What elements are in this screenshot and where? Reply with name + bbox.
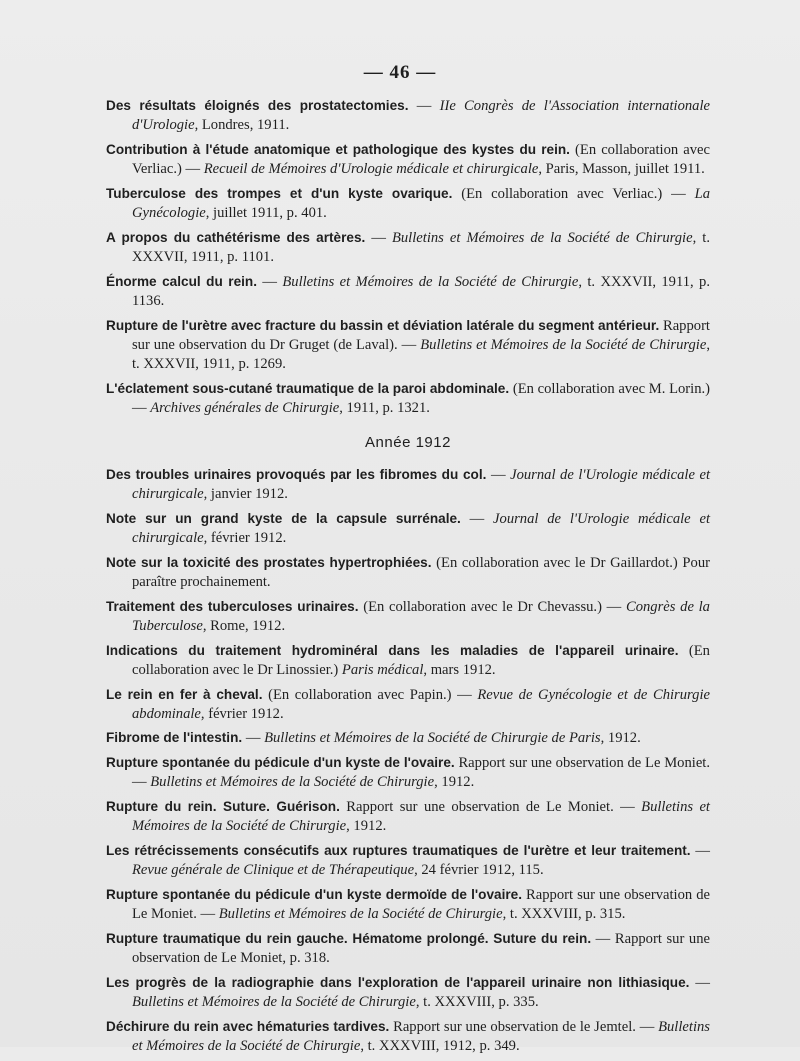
entry-text: Rapport sur une observation de Le Moniet. —: [132, 755, 710, 791]
entry-details: , Rome, 1912.: [202, 617, 286, 634]
bibliography-entry: [106, 272, 710, 311]
bibliography-entry: [106, 553, 710, 592]
entry-title: A propos du cathétérisme des artères.: [106, 229, 366, 245]
entry-details: , 1911, p. 1321.: [339, 399, 430, 416]
entry-details: , 1912.: [434, 774, 475, 791]
entry-journal: Bulletins et Mémoires de la Société de Chirurgie: [420, 336, 707, 353]
entry-text: —: [689, 974, 710, 991]
entry-title: Note sur un grand kyste de la capsule surrénale.: [106, 510, 461, 526]
entry-title: Le rein en fer à cheval.: [106, 686, 263, 702]
entry-journal: Recueil de Mémoires d'Urologie médicale et chirurgicale: [203, 161, 539, 178]
entry-details: , juillet 1911, p. 401.: [205, 205, 327, 222]
entry-journal: Bulletins et Mémoires de la Société de Chirurgie: [132, 1018, 710, 1054]
entries-1912: [106, 465, 710, 1056]
entry-details: , 1912.: [600, 730, 641, 747]
entry-title: Note sur la toxicité des prostates hypertrophiées.: [106, 554, 432, 570]
entry-title: Tuberculose des trompes et d'un kyste ovarique.: [106, 185, 453, 201]
entry-details: , t. XXXVIII, p. 315.: [502, 906, 626, 923]
entry-title: Fibrome de l'intestin.: [106, 730, 243, 746]
entry-title: Des troubles urinaires provoqués par les fibromes du col.: [106, 467, 487, 483]
entry-journal: Bulletins et Mémoires de la Société de Chirurgie de Paris: [264, 730, 601, 747]
page-number: — 46 —: [363, 62, 437, 83]
bibliography-entry: [106, 96, 710, 135]
entry-text: —: [257, 273, 283, 290]
entry-title: Rupture de l'urètre avec fracture du bassin et déviation latérale du segment antérieur.: [106, 317, 660, 333]
entry-text: —: [365, 229, 392, 246]
bibliography-entry: [106, 685, 710, 724]
entry-details: , 1912.: [346, 818, 387, 835]
bibliography-entry: [106, 184, 710, 223]
entry-journal: Journal de l'Urologie médicale et chirurgicale: [132, 467, 711, 503]
bibliography-entry: [106, 973, 710, 1012]
entry-text: Rapport sur une observation de Le Moniet. —: [339, 799, 642, 816]
entry-text: —: [690, 843, 710, 859]
entry-journal: Bulletins et Mémoires de la Société de Chirurgie: [132, 993, 416, 1010]
entry-details: , t. XXXVII, 1911, p. 1269.: [132, 336, 710, 372]
bibliography-entry: [106, 509, 710, 548]
bibliography-entry: [106, 885, 710, 924]
entry-text: (En collaboration avec Verliac.) —: [452, 185, 695, 202]
entry-journal: Bulletins et Mémoires de la Société de Chirurgie: [132, 799, 710, 835]
bibliography-entry: [106, 465, 710, 504]
entry-journal: Revue générale de Clinique et de Thérapeutique: [132, 862, 415, 879]
entry-text: —: [408, 98, 440, 114]
entry-title: Déchirure du rein avec hématuries tardives.: [106, 1018, 390, 1034]
bibliography-entry: [106, 379, 710, 418]
entry-details: , janvier 1912.: [203, 486, 288, 503]
bibliography-entry: [106, 797, 710, 836]
bibliography-entry: [106, 228, 710, 267]
bibliography-entry: [106, 641, 710, 680]
entry-details: , février 1912.: [200, 705, 284, 722]
bibliography-entry: [106, 929, 710, 968]
entry-details: , Londres, 1911.: [194, 117, 290, 134]
entry-title: Des résultats éloignés des prostatectomies.: [106, 98, 409, 113]
entry-journal: Paris médical: [341, 661, 424, 678]
entry-journal: Bulletins et Mémoires de la Société de Chirurgie: [150, 774, 435, 791]
entry-text: Rapport sur une observation de Le Moniet. —: [132, 886, 710, 923]
entry-title: Les rétrécissements consécutifs aux ruptures traumatiques de l'urètre et leur traitement.: [106, 843, 691, 858]
entry-details: , t. XXXVII, 1911, p. 1136.: [132, 273, 710, 309]
entries-1911: [106, 96, 710, 418]
entry-journal: IIe Congrès de l'Association internationale d'Urologie: [132, 98, 711, 134]
entry-text: (En collaboration avec Papin.) —: [262, 686, 478, 703]
bibliography-list: [106, 96, 710, 1061]
entry-text: — Rapport sur une observation de Le Moniet, p. 318.: [132, 930, 710, 967]
entry-details: , t. XXXVIII, 1912, p. 349.: [360, 1037, 520, 1054]
bibliography-entry: [106, 841, 710, 880]
entry-text: Rapport sur une observation de le Jemtel. —: [389, 1018, 659, 1035]
entry-journal: Journal de l'Urologie médicale et chirurgicale: [132, 510, 710, 547]
entry-text: Rapport sur une observation du Dr Gruget (de Laval). —: [132, 317, 710, 353]
entry-details: , février 1912.: [203, 530, 287, 547]
entry-title: Rupture du rein. Suture. Guérison.: [106, 799, 340, 815]
bibliography-entry: [106, 140, 710, 179]
entry-title: Rupture spontanée du pédicule d'un kyste de l'ovaire.: [106, 755, 455, 771]
entry-title: L'éclatement sous-cutané traumatique de la paroi abdominale.: [106, 380, 510, 396]
entry-text: —: [486, 467, 511, 484]
entry-title: Énorme calcul du rein.: [106, 273, 257, 289]
entry-journal: Revue de Gynécologie et de Chirurgie abdominale: [132, 686, 711, 722]
entry-text: —: [460, 510, 494, 527]
entry-text: (En collaboration avec Verliac.) —: [132, 141, 710, 178]
entry-journal: La Gynécologie: [132, 185, 710, 222]
bibliography-entry: [106, 753, 710, 792]
entry-journal: Bulletins et Mémoires de la Société de Chirurgie: [218, 906, 503, 923]
bibliography-entry: [106, 728, 710, 748]
bibliography-entry: [106, 316, 710, 375]
year-heading: Année 1912: [365, 434, 451, 452]
entry-details: , mars 1912.: [423, 661, 496, 678]
entry-details: , Paris, Masson, juillet 1911.: [538, 161, 705, 178]
entry-details: , t. XXXVIII, p. 335.: [415, 993, 539, 1010]
entry-journal: Bulletins et Mémoires de la Société de Chirurgie: [282, 273, 579, 290]
entry-text: —: [242, 730, 265, 747]
bibliography-entry: [106, 597, 710, 636]
entry-title: Rupture spontanée du pédicule d'un kyste dermoïde de l'ovaire.: [106, 886, 522, 902]
bibliography-entry: [106, 1017, 710, 1056]
entry-text: (En collaboration avec le Dr Gaillardot.) Pour paraître prochainement.: [132, 554, 711, 591]
entry-journal: Archives générales de Chirurgie: [150, 399, 340, 416]
entry-title: Contribution à l'étude anatomique et pathologique des kystes du rein.: [106, 141, 570, 157]
entry-journal: Bulletins et Mémoires de la Société de Chirurgie: [391, 229, 693, 246]
entry-journal: Congrès de la Tuberculose: [132, 598, 710, 634]
entry-details: , t. XXXVII, 1911, p. 1101.: [132, 229, 710, 265]
entry-text: (En collaboration avec le Dr Chevassu.) —: [358, 598, 626, 615]
entry-title: Traitement des tuberculoses urinaires.: [106, 598, 359, 614]
entry-title: Les progrès de la radiographie dans l'exploration de l'appareil urinaire non lithiasique.: [106, 974, 690, 990]
entry-text: (En collaboration avec le Dr Linossier.): [132, 642, 710, 678]
entry-details: , 24 février 1912, 115.: [414, 862, 544, 879]
entry-title: Indications du traitement hydrominéral dans les maladies de l'appareil urinaire.: [106, 642, 679, 658]
entry-text: (En collaboration avec M. Lorin.) —: [132, 380, 711, 416]
entry-title: Rupture traumatique du rein gauche. Hématome prolongé. Suture du rein.: [106, 930, 592, 946]
